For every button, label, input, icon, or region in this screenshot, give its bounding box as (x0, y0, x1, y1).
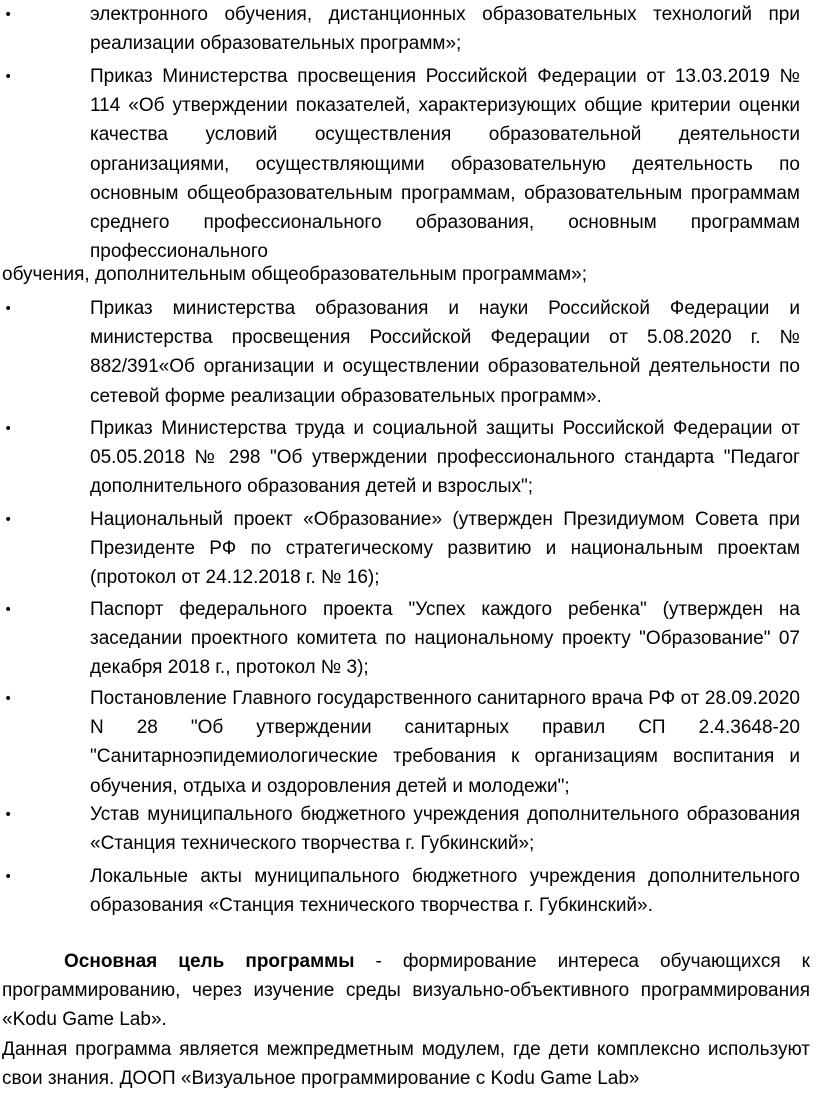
list-item-text: электронного обучения, дистанционных образовательных технологий при реализации образовательных программ»; (90, 4, 800, 55)
list-item-text: Постановление Главного государственного санитарного врача РФ от 28.09.2020 N 28 "Об утверждении санитарных правил СП 2.4.3648-20 "Санитарноэпидемиологические требования к организациям воспитания и обучения, отдыха и оздоровления детей и молодежи"; (90, 688, 800, 797)
bullet-icon: • (4, 602, 13, 618)
list-item-text: Паспорт федерального проекта "Успех каждого ребенка" (утвержден на заседании проектного комитета по национальному проекту "Образование" 07 декабря 2018 г., протокол № 3); (90, 599, 800, 679)
bullet-icon: • (4, 421, 13, 437)
bullet-icon: • (4, 807, 13, 823)
bullet-icon: • (4, 869, 13, 885)
closing-paragraph: Данная программа является межпредметным модулем, где дети комплексно используют свои знания. ДООП «Визуальное программирование с Kodu Game Lab» (2, 1039, 810, 1090)
list-item-text: Устав муниципального бюджетного учреждения дополнительного образования «Станция технического творчества г. Губкинский»; (90, 804, 800, 855)
list-item-text: Приказ Министерства просвещения Российской Федерации от 13.03.2019 № 114 «Об утверждении показателей, характеризующих общие критерии оценки качества условий осуществления образовательной деятельности организациями, осуществляющими образовательную деятельность по основным общеобразовательным программам, образовательным программам среднего профессионального образования, основным программам профессионального (90, 66, 800, 263)
goal-text: - формирование интереса обучающихся к программированию, через изучение среды визуально-объективного программирования «Kodu Game Lab». (2, 951, 810, 1031)
bullet-icon: • (4, 691, 13, 707)
bullet-icon: • (4, 512, 13, 528)
continuation-line: обучения, дополнительным общеобразовательным программам»; (2, 264, 588, 285)
list-item-text: Локальные акты муниципального бюджетного учреждения дополнительного образования «Станция технического творчества г. Губкинский». (90, 866, 800, 917)
bullet-icon: • (4, 7, 13, 23)
goal-label: Основная цель программы (64, 951, 355, 972)
list-item-text: Национальный проект «Образование» (утвержден Президиумом Совета при Президенте РФ по стратегическому развитию и национальным проектам (протокол от 24.12.2018 г. № 16); (90, 509, 800, 589)
list-item-text: Приказ Министерства труда и социальной защиты Российской Федерации от 05.05.2018 № 298 "Об утверждении профессионального стандарта "Педагог дополнительного образования детей и взрослых"; (90, 418, 800, 498)
bullet-icon: • (4, 301, 13, 317)
bullet-icon: • (4, 69, 13, 85)
list-item-text: Приказ министерства образования и науки Российской Федерации и министерства просвещения Российской Федерации от 5.08.2020 г. № 882/391«Об организации и осуществлении образовательной деятельности по сетевой форме реализации образовательных программ». (90, 298, 800, 407)
goal-paragraph (2, 947, 810, 1035)
